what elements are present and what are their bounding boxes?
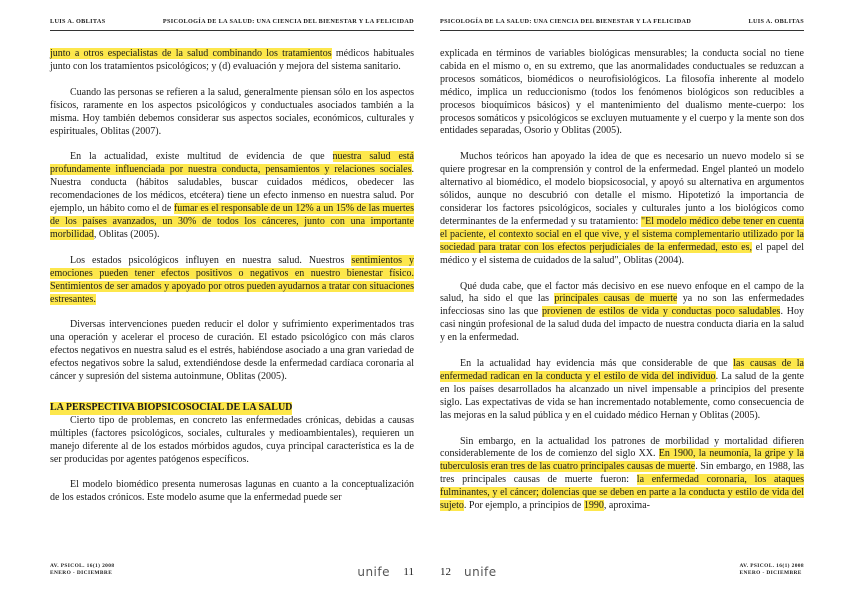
highlighted-text: nuestra salud está profundamente influenciada por nuestra conducta, pensamientos y relaciones sociales — [50, 151, 414, 176]
highlighted-text: sentimientos y emociones pueden tener efectos positivos o negativos en nuestro bienestar físico. Sentimientos de ser amados y apoyado por otros pueden ayudarnos a tratar con situaciones estresantes. — [50, 254, 414, 305]
paragraph-text: . La salud de la gente en los países desarrollados ha alcanzado un nivel impensable a principios del presente siglo. Las expectativas de vida se han incrementado notablemente, como consecuencia de las mejoras en la salud pública y en el cuidado médico Hernan y Oblitas (2005). — [440, 370, 804, 421]
highlighted-text: provienen de estilos de vida y conductas poco saludables — [542, 306, 781, 318]
unife-logo: unife — [357, 565, 390, 579]
paragraph-text: En la actualidad, existe multitud de evidencia de que — [70, 151, 333, 163]
page-footer — [440, 563, 804, 589]
page-number: 12 — [440, 566, 451, 578]
paragraph-text: . Nuestra conducta (hábitos saludables, buscar cuidados médicos, obedecer las recomendaciones de los médicos, etcétera) tiene un efecto inmenso en nuestra salud. Por ejemplo, un hábito como el de — [50, 164, 414, 215]
paragraph-text: Qué duda cabe, que el factor más decisivo en ese nuevo enfoque en el campo de la salud, ha sido el que las — [440, 280, 804, 305]
paragraph-text: . Por ejemplo, a principios de — [463, 500, 584, 512]
header-rule — [50, 30, 414, 31]
header-title: PSICOLOGÍA DE LA SALUD: UNA CIENCIA DEL BIENESTAR Y LA FELICIDAD — [440, 18, 692, 25]
paragraph-text: Sin embargo, en la actualidad los patrones de morbilidad y mortalidad difieren considerablemente de los de comienzo del siglo XX. — [440, 435, 804, 460]
paragraph — [440, 436, 804, 513]
footer-journal — [50, 563, 114, 577]
highlighted-text: las causas de la enfermedad radican en la conducta y el estilo de vida del individuo — [440, 358, 804, 382]
footer-journal — [740, 563, 804, 577]
paragraph-text: Los estados psicológicos influyen en nuestra salud. Nuestros — [70, 254, 352, 266]
section-heading: LA PERSPECTIVA BIOPSICOSOCIAL DE LA SALUD — [50, 401, 293, 413]
page-body — [440, 48, 804, 526]
paragraph: Cuando las personas se refieren a la salud, generalmente piensan sólo en los aspectos físicos, raramente en los aspectos psicológicos y conductuales asociados también a la misma. Hoy también debemos considerar sus aspectos sociales, económicos, culturales y espirituales, Oblitas (2007). — [50, 86, 414, 137]
section-heading-wrap — [50, 402, 414, 415]
paragraph — [440, 358, 804, 423]
footer-journal-months: ENERO - DICIEMBRE — [739, 570, 802, 576]
paragraph-text: ya no son las enfermedades infecciosas sino las que — [440, 293, 804, 318]
footer-journal-months: ENERO - DICIEMBRE — [50, 570, 113, 576]
paragraph-text: . Hoy casi ningún profesional de la salud duda del impacto de nuestra conducta diaria en la salud y en la enfermedad. — [440, 306, 804, 344]
left-page — [50, 0, 414, 599]
page-footer — [50, 563, 414, 589]
paragraph-text: En la actualidad hay evidencia más que considerable de que — [460, 358, 734, 370]
unife-logo: unife — [464, 565, 497, 579]
paragraph-text: . Sin embargo, en 1988, las tres principales causas de muerte fueron: — [440, 461, 804, 486]
footer-journal-issue: AV. PSICOL. 16(1) 2008 — [739, 563, 804, 569]
paragraph: Diversas intervenciones pueden reducir el dolor y sufrimiento experimentados tras una operación y acelerar el proceso de curación. El estado psicológico con más claros efectos negativos en nuestra salud es el estrés, habiéndose asociado a una gran variedad de efectos negativos sobre la salud, extendiéndose desde la enfermedad cardíaca coronaria al cáncer y supresión del sistema autoinmune, Oblitas (2005). — [50, 319, 414, 383]
header-author: LUIS A. OBLITAS — [50, 18, 106, 25]
highlighted-text: la enfermedad coronaria, los ataques fulminantes, y el cáncer; dolencias que se deben en parte a la conducta y estilo de vida del sujeto — [440, 474, 804, 512]
highlighted-text: junto a otros especialistas de la salud combinando los tratamientos — [50, 48, 332, 59]
highlighted-text: principales causas de muerte — [554, 293, 678, 305]
highlighted-text: "El modelo médico debe tener en cuenta el paciente, el contexto social en el que vive, y el sistema complementario utilizado por la sociedad para tratar con los efectos perjudiciales de la enfermedad, esto es, — [440, 215, 804, 253]
paragraph-text: el papel del médico y el sistema de cuidados de la salud", Oblitas (2004). — [440, 241, 804, 266]
highlighted-text: En 1900, la neumonía, la gripe y la tuberculosis eran tres de las cuatro principales causas de muerte — [440, 448, 804, 473]
paragraph-text: Muchos teóricos han apoyado la idea de que es necesario un nuevo modelo si se quiere progresar en la comprensión y control de la enfermedad. Engel planteó un modelo alternativo al biomédico, el modelo biopsicosocial, y apoyó su alternativa en argumentos sólidos, aunque no descubrió con detalle el mismo. Hipotetizó la importancia de considerar los factores psicológicos, sociales y culturales junto a los biológicos como determinantes de la enfermedad y su tratamiento: — [440, 151, 804, 227]
header-rule — [440, 30, 804, 31]
paragraph — [50, 151, 414, 241]
paragraph — [440, 281, 804, 346]
paragraph — [50, 255, 414, 307]
paragraph: El modelo biomédico presenta numerosas lagunas en cuanto a la conceptualización de los estados crónicos. Este modelo asume que la enfermedad puede ser — [50, 479, 414, 504]
highlighted-text: fumar es el responsable de un 12% a un 15% de las muertes de los países avanzados, un 30% de todos los cánceres, junto con una importante morbilidad — [50, 203, 414, 240]
paragraph: explicada en términos de variables biológicas mensurables; la conducta social no tiene cabida en el mismo o, en su extremo, que las anormalidades conductuales se reduzcan a procesos somáticos, biomédicos o neurofisiológicos. La filosofía inherente al modelo médico, implica un reduccionismo (todos los fenómenos biológicos son reducibles a procesos bioquímicos básicos) y el mantenimiento del dualismo mente-cuerpo: los procesos somáticos y psicológicos se excluyen mutuamente y el cuerpo y la mente son dos entidades separadas, Osorio y Oblitas (2005). — [440, 48, 804, 137]
footer-journal-issue: AV. PSICOL. 16(1) 2008 — [50, 563, 115, 569]
header-author: LUIS A. OBLITAS — [748, 18, 804, 25]
header-title: PSICOLOGÍA DE LA SALUD: UNA CIENCIA DEL BIENESTAR Y LA FELICIDAD — [162, 18, 414, 25]
paragraph — [50, 48, 414, 74]
page-number: 11 — [403, 566, 414, 578]
page-body — [50, 48, 414, 518]
paragraph-text: , Oblitas (2005). — [93, 228, 160, 240]
highlighted-text: 1990 — [583, 500, 604, 512]
right-page — [440, 0, 804, 599]
paragraph — [440, 151, 804, 267]
paragraph-text: , aproxima- — [603, 500, 650, 512]
paragraph: Cierto tipo de problemas, en concreto las enfermedades crónicas, debidas a causas múltiples (factores psicológicos, sociales, culturales y medioambientales), requieren un manejo diferente al de los estados mórbidos agudos, cuya principal característica es la de ser producidas por agentes patógenos específicos. — [50, 414, 414, 465]
paragraph-text: médicos habituales junto con los tratamientos psicológicos; y (d) evaluación y mejora del sistema sanitario. — [50, 48, 414, 72]
